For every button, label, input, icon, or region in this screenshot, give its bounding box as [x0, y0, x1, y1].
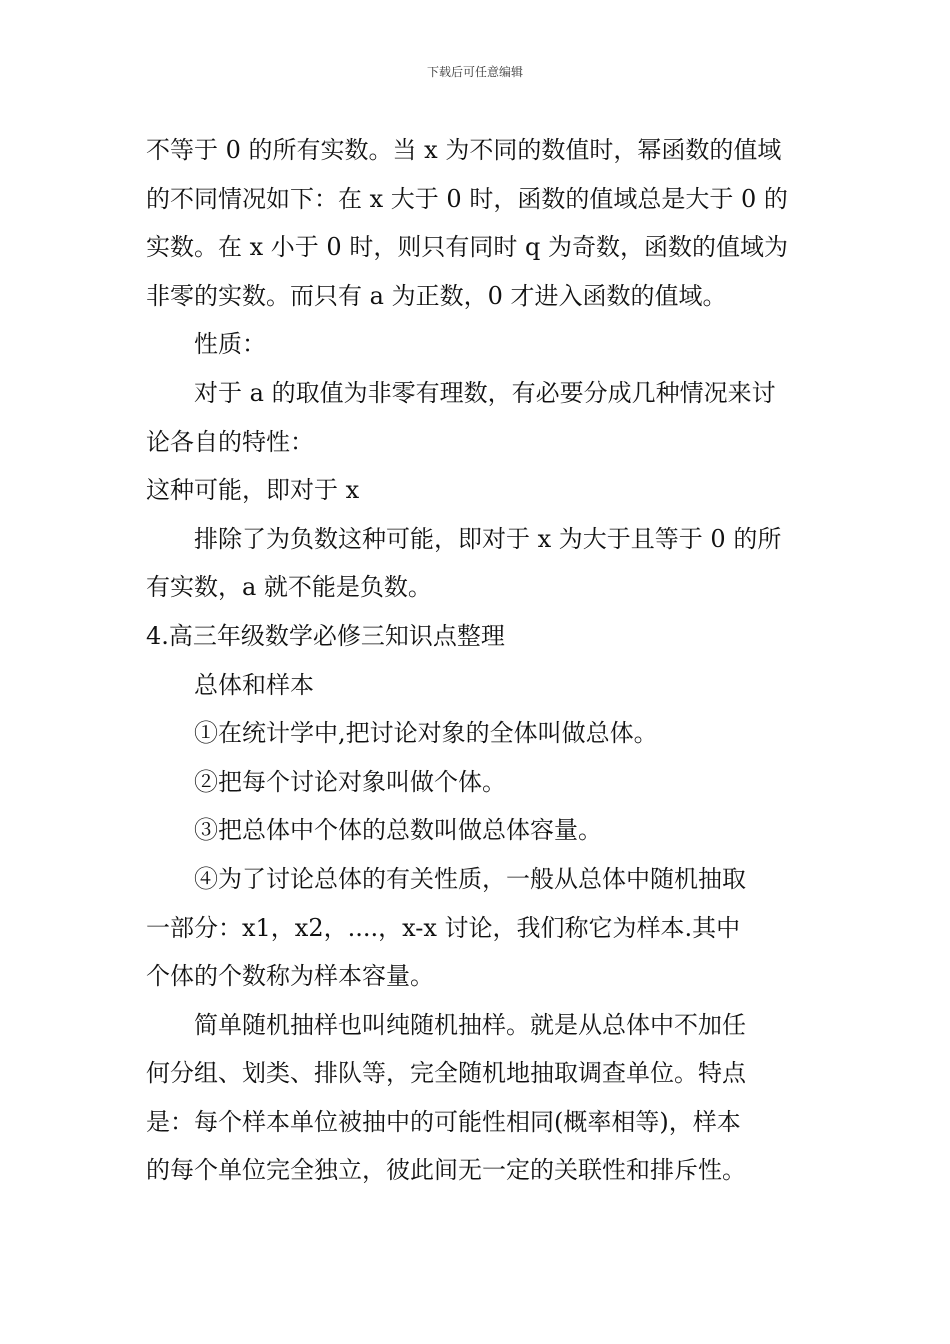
text-line: 排除了为负数这种可能，即对于 x 为大于且等于 0 的所 [194, 524, 782, 553]
text-line: 论各自的特性： [146, 427, 314, 456]
document-body [146, 126, 810, 1195]
text-line: 这种可能，即对于 x [146, 476, 360, 505]
text-line: 4.高三年级数学必修三知识点整理 [146, 621, 505, 650]
text-line: 不等于 0 的所有实数。当 x 为不同的数值时，幂函数的值域 [146, 136, 782, 164]
text-line: 总体和样本 [194, 670, 314, 699]
text-line: 简单随机抽样也叫纯随机抽样。就是从总体中不加任 [194, 1010, 746, 1039]
text-line: ②把每个讨论对象叫做个体。 [194, 767, 506, 796]
page-header: 下载后可任意编辑 [426, 65, 523, 79]
text-line: ①在统计学中,把讨论对象的全体叫做总体。 [194, 719, 658, 748]
text-line: 何分组、划类、排队等，完全随机地抽取调查单位。特点 [146, 1059, 746, 1088]
text-line: 非零的实数。而只有 a 为正数，0 才进入函数的值域。 [146, 281, 727, 310]
text-line: ③把总体中个体的总数叫做总体容量。 [194, 816, 602, 845]
text-line: 的不同情况如下：在 x 大于 0 时，函数的值域总是大于 0 的 [146, 184, 788, 213]
text-line: 的每个单位完全独立，彼此间无一定的关联性和排斥性。 [146, 1156, 746, 1185]
text-line: 个体的个数称为样本容量。 [146, 962, 434, 991]
text-line: 一部分：x1，x2，....，x-x 讨论，我们称它为样本.其中 [146, 913, 741, 942]
text-line: 是：每个样本单位被抽中的可能性相同(概率相等)，样本 [146, 1107, 741, 1136]
text-line: 实数。在 x 小于 0 时，则只有同时 q 为奇数，函数的值域为 [146, 233, 788, 262]
text-line: 性质： [194, 330, 266, 359]
text-line: 有实数，a 就不能是负数。 [146, 573, 432, 602]
text-line: 对于 a 的取值为非零有理数，有必要分成几种情况来讨 [194, 378, 776, 407]
text-line: ④为了讨论总体的有关性质，一般从总体中随机抽取 [194, 864, 746, 893]
